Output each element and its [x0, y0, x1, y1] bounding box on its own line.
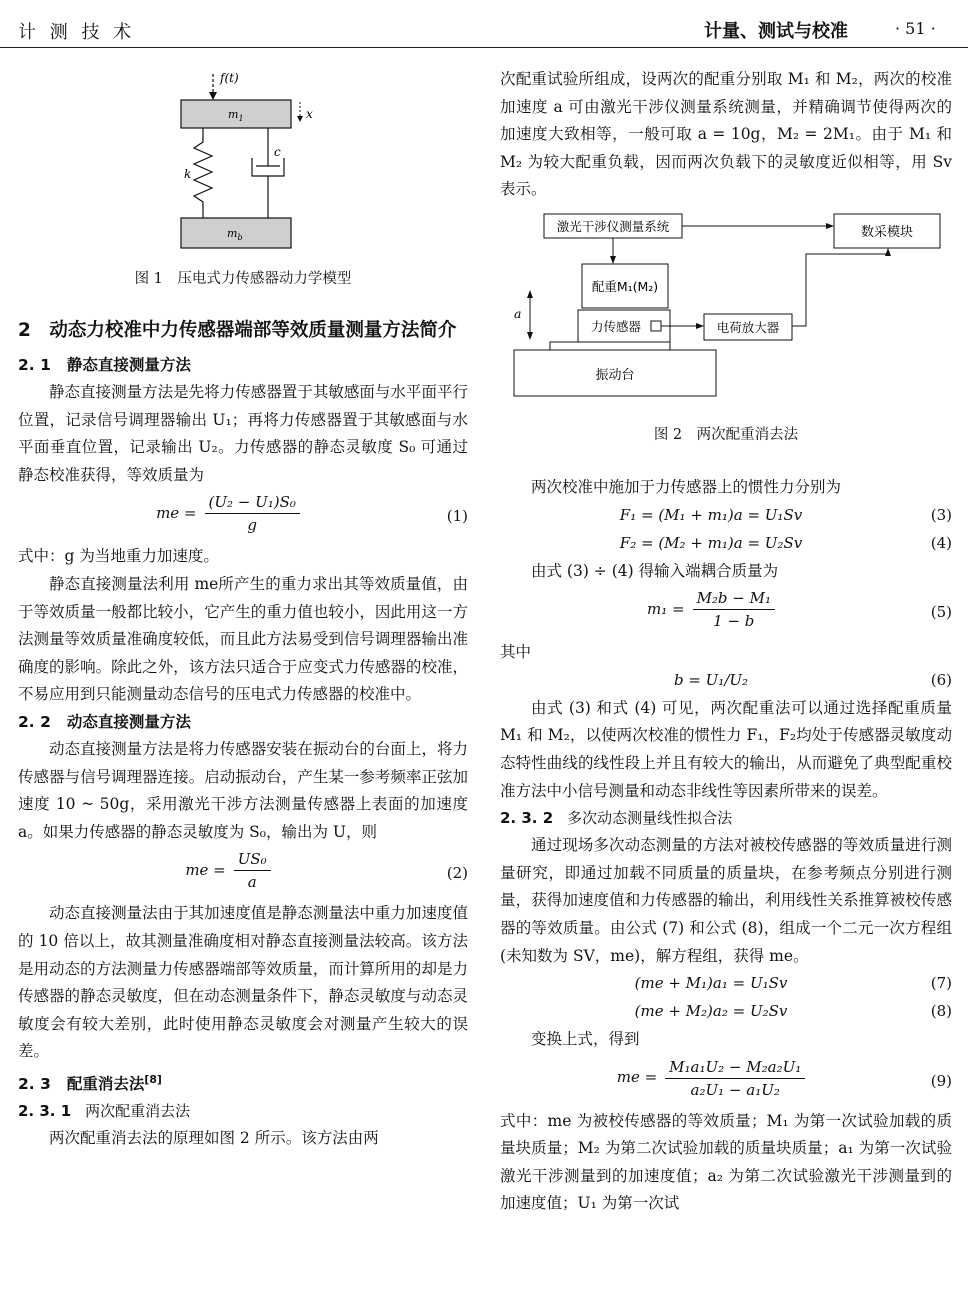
section-2-3-1-heading [18, 1098, 468, 1125]
shaker-box-label: 振动台 [595, 367, 635, 383]
s21-paragraph-2: 式中：g 为当地重力加速度。 [18, 547, 219, 566]
section-2-3-heading [18, 1066, 468, 1098]
eq7-body: (me + M₁)a₁ = U₁Sv [634, 974, 788, 993]
right-column [500, 66, 952, 1218]
section-2-3-title: 配重消去法 [66, 1075, 145, 1094]
s21-paragraph-3: 静态直接测量法利用 me所产生的重力求出其等效质量值，由于等效质量一般都比较小，它产生的重力值也较小，因此用这一方法测量等效质量准确度较低，而且此方法易受到信号调理器输出准确度的影响。除此之外，该方法只适合于应变式力传感器的校准，不易应用到只能测量动态信号的压电式力传感器的校准中。 [18, 574, 468, 704]
eq5-number: (5) [930, 603, 952, 622]
sensor-connector [651, 321, 661, 331]
s21-paragraph-1: 静态直接测量方法是先将力传感器置于其敏感面与水平面平行位置，记录信号调理器输出 U₁；再将力传感器置于其敏感面与水平面垂直位置，记录输出 U₂。力传感器的静态灵敏度 S₀ 可通过静态校准获得，等效质量为 [18, 383, 468, 484]
equation-7 [500, 970, 952, 998]
conclude-paragraph: 由式 (3) 和式 (4) 可见，两次配重法可以通过选择配重质量 M₁ 和 M₂，以使两次校准的惯性力 F₁，F₂均处于传感器灵敏度动态特性曲线的线性段上并且有较大的输出，从而避免了典型配重校准方法中小信号测量和动态非线性等因素所带来的误差。 [500, 698, 952, 800]
mass-m1-label: $m_1$ [228, 108, 244, 123]
eq2-lhs: me = [185, 861, 226, 880]
equation-8 [500, 998, 952, 1026]
eq3-number: (3) [930, 505, 952, 524]
equation-6 [500, 667, 952, 695]
figure-2-caption: 图 2 两次配重消去法 [653, 426, 799, 443]
section-2-1-number: 2. 1 [18, 356, 51, 374]
laser-to-mass-arrowhead [610, 256, 616, 264]
spring-k [194, 128, 212, 218]
eq5-denominator: 1 − b [713, 612, 755, 631]
eq5-lhs: m₁ = [646, 599, 685, 618]
shaker-table [550, 342, 670, 350]
eq4-body: F₂ = (M₂ + m₁)a = U₂Sv [619, 533, 803, 552]
section-2-3-1-title: 两次配重消去法 [85, 1102, 191, 1121]
laser-box-label: 激光干涉仪测量系统 [556, 218, 670, 234]
eq6-body: b = U₁/U₂ [673, 670, 749, 689]
amp-to-daq-arrowhead [885, 248, 891, 256]
eq8-number: (8) [930, 1002, 952, 1021]
eq1-number: (1) [446, 507, 468, 526]
sensor-box-label: 力传感器 [590, 318, 642, 334]
eq9-numerator: M₁a₁U₂ − M₂a₂U₁ [665, 1056, 805, 1079]
laser-to-daq-arrowhead [826, 223, 834, 229]
where-paragraph: 其中 [500, 643, 532, 662]
x-label: x [306, 107, 313, 121]
eq1-denominator: g [247, 516, 258, 535]
page-number: · 51 · [895, 19, 936, 38]
section-2-3-2-title: 多次动态测量线性拟合法 [567, 809, 733, 828]
section-2-3-number: 2. 3 [18, 1075, 51, 1094]
amp-box-label: 电荷放大器 [716, 319, 780, 335]
s232-paragraph-2: 变换上式，得到 [531, 1030, 640, 1049]
eq9-denominator: a₂U₁ − a₁U₂ [690, 1080, 780, 1099]
figure-2 [500, 210, 952, 443]
section-2-2-number: 2. 2 [18, 712, 51, 731]
eq4-number: (4) [930, 533, 952, 552]
section-2-1-heading [18, 352, 468, 379]
journal-name: 计 测 技 术 [18, 22, 136, 43]
damper-label: c [274, 145, 281, 159]
s231-paragraph-1-continued: 次配重试验所组成，设两次的配重分别取 M₁ 和 M₂，两次的校准加速度 a 可由激光干涉仪测量系统测量，并精确调节使得两次的加速度大致相等，一般可取 a = 10g，M₂ = 2M₁。由于 M₁ 和 M₂ 为较大配重负载，因而两次负载下的灵敏度近似相等，用 Sv表示。 [500, 70, 952, 199]
eq8-body: (me + M₂)a₂ = U₂Sv [634, 1002, 788, 1021]
sensor-to-amp-arrowhead [696, 323, 704, 329]
accel-arrowhead-up [527, 290, 533, 298]
section-2-3-2-number: 2. 3. 2 [500, 809, 554, 828]
equation-9 [500, 1054, 952, 1108]
s231-paragraph-1: 两次配重消去法的原理如图 2 所示。该方法由两 [49, 1129, 379, 1148]
equation-5 [500, 585, 952, 639]
force-arrowhead [209, 92, 217, 100]
equation-4 [500, 530, 952, 558]
eq1-lhs: me = [156, 504, 197, 523]
eq5-numerator: M₂b − M₁ [693, 587, 775, 610]
section-2-1-title: 静态直接测量方法 [66, 356, 191, 374]
force-label: f(t) [220, 71, 239, 85]
section-2-2-heading [18, 709, 468, 736]
section-2-title: 2 动态力校准中力传感器端部等效质量测量方法简介 [18, 320, 457, 341]
x-arrowhead [297, 116, 303, 122]
section-2-3-ref: [8] [144, 1072, 162, 1086]
figure-1-caption: 图 1 压电式力传感器动力学模型 [134, 271, 352, 287]
daq-box-label: 数采模块 [860, 224, 914, 240]
eq2-number: (2) [446, 864, 468, 883]
equation-2 [18, 846, 468, 900]
s22-paragraph-2: 动态直接测量法由于其加速度值是静态测量法中重力加速度值的 10 倍以上，故其测量准确度相对静态直接测量法较高。该方法是用动态的方法测量力传感器端部等效质量，而计算所用的却是力传感器的静态灵敏度，但在动态测量条件下，静态灵敏度与动态灵敏度会有较大差别，此时使用静态灵敏度会对测量产生较大的误差。 [18, 904, 468, 1061]
eq6-number: (6) [930, 670, 952, 689]
ratio-paragraph: 由式 (3) ÷ (4) 得输入端耦合质量为 [531, 561, 779, 580]
equation-3 [500, 502, 952, 530]
dynamic-model-diagram [18, 60, 468, 270]
mass-mb-label: $m_b$ [227, 227, 243, 242]
section-2-3-2-heading [500, 805, 952, 832]
accel-label: a [514, 305, 522, 321]
s22-paragraph-1: 动态直接测量方法是将力传感器安装在振动台的台面上，将力传感器与信号调理器连接。启动振动台，产生某一参考频率正弦加速度 10 ~ 50g，采用激光干涉方法测量传感器上表面的加速度 a。如果力传感器的静态灵敏度为 S₀，输出为 U，则 [18, 739, 468, 841]
section-name: 计量、测试与校准 [704, 21, 848, 42]
amp-to-daq-line [792, 254, 888, 326]
accel-arrowhead-down [527, 332, 533, 340]
spring-label: k [184, 167, 192, 181]
eq2-denominator: a [247, 873, 257, 892]
section-2-3-1-number: 2. 3. 1 [18, 1102, 72, 1121]
running-header [0, 0, 968, 48]
eq9-number: (9) [930, 1071, 952, 1090]
eq2-numerator: US₀ [234, 848, 271, 871]
eq9-lhs: me = [616, 1068, 658, 1087]
equation-1 [18, 489, 468, 543]
eq3-body: F₁ = (M₁ + m₁)a = U₁Sv [619, 505, 803, 524]
left-column [18, 60, 468, 1153]
eq7-number: (7) [930, 974, 952, 993]
dual-mass-diagram [500, 210, 952, 420]
eq1-numerator: (U₂ − U₁)S₀ [205, 491, 300, 514]
s232-paragraph-3: 式中：me 为被校传感器的等效质量；M₁ 为第一次试验加载的质量块质量；M₂ 为第二次试验加载的质量块质量；a₁ 为第一次试验激光干涉测量到的加速度值；a₂ 为第二次试验激光干涉测量到的加速度值；U₁ 为第一次试 [500, 1111, 952, 1213]
section-2-2-title: 动态直接测量方法 [66, 712, 191, 731]
figure-1 [18, 60, 468, 296]
s232-paragraph-1: 通过现场多次动态测量的方法对被校传感器的等效质量进行测量研究，即通过加载不同质量的质量块，在参考频点分别进行测量，获得加速度值和力传感器的输出，利用线性关系推算被校传感器的等效质量。由公式 (7) 和公式 (8)，组成一个二元一次方程组 (未知数为 SV，me)，解方程组，获得 me。 [500, 836, 952, 965]
inertia-paragraph: 两次校准中施加于力传感器上的惯性力分别为 [531, 477, 842, 496]
mass-box-label: 配重M₁(M₂) [591, 278, 659, 294]
